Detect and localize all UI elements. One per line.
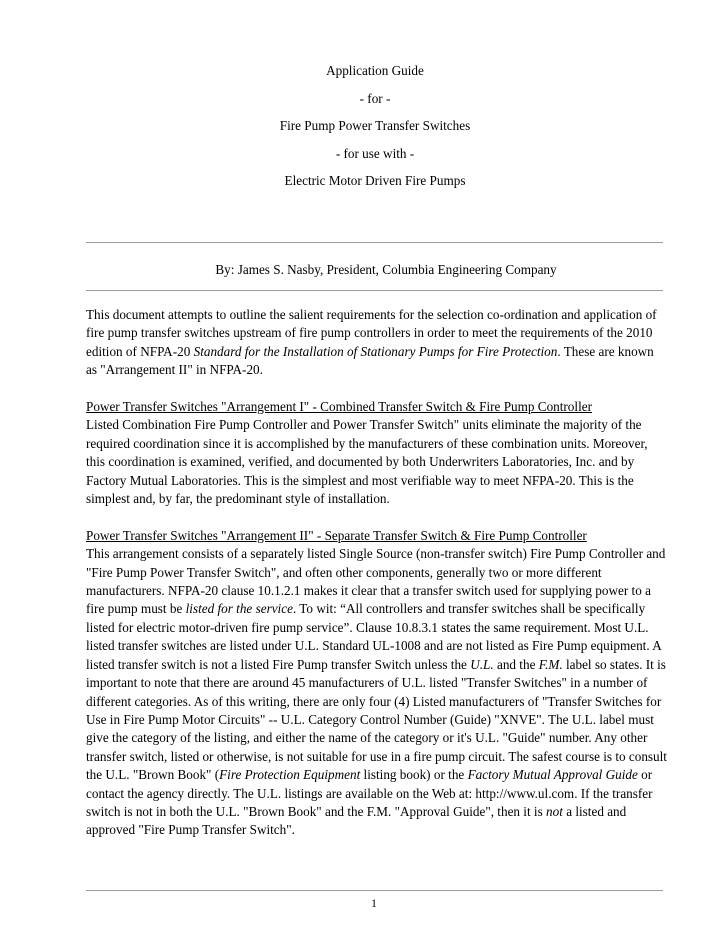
- title-line-2: - for -: [359, 90, 391, 106]
- section-2-text-6: or contact the agency directly. The U.L. listings are available on the Web at: http://www.ul.com. If the transfer switch is not in both the U.L. "Brown Book" and the F.M. "Approval Guide", then it is: [86, 767, 653, 819]
- title-line-5: Electric Motor Driven Fire Pumps: [284, 173, 466, 188]
- document-body: [86, 306, 668, 858]
- section-2-text-3: and the: [493, 656, 539, 672]
- section-2-emph-fpe: Fire Protection Equipment: [219, 767, 361, 783]
- section-arrangement-2: [86, 527, 668, 840]
- footer-rule: [86, 890, 663, 891]
- section-2-text-5: listing book) or the: [360, 767, 468, 783]
- section-2-text-7: a listed and approved "Fire Pump Transfer Switch".: [86, 803, 627, 838]
- section-1-body: Listed Combination Fire Pump Controller and Power Transfer Switch" units eliminate the majority of the required coordination since it is accomplished by the manufacturers of these combination units. Moreover, this coordination is examined, verified, and documented by both Underwriters Laboratories, Inc. and by Factory Mutual Laboratories. This is the simplest and most verifiable way to meet NFPA-20. This is the simplest and, by far, the predominant style of installation.: [86, 417, 648, 507]
- section-2-emph-ul: U.L.: [470, 656, 494, 672]
- title-block: [0, 62, 728, 200]
- nfpa-standard-title: Standard for the Installation of Stationary Pumps for Fire Protection: [193, 343, 558, 359]
- section-2-emph-not: not: [546, 803, 563, 819]
- intro-text-2: . These are known as "Arrangement II" in NFPA-20.: [86, 343, 654, 378]
- intro-text-1: This document attempts to outline the salient requirements for the selection co-ordination and application of fire pump transfer switches upstream of fire pump controllers in order to meet the requirements of the 2010 edition of NFPA-20: [86, 307, 657, 359]
- section-2-text-1: This arrangement consists of a separately listed Single Source (non-transfer switch) Fire Pump Controller and "Fire Pump Power Transfer Switch", and often other components, generally two or more different manufacturers. NFPA-20 clause 10.1.2.1 makes it clear that a transfer switch used for supplying power to a fire pump must be: [86, 546, 666, 617]
- section-2-emph-fm: F.M.: [538, 656, 563, 672]
- title-line-1: Application Guide: [326, 63, 424, 78]
- byline-rule: [86, 290, 663, 291]
- section-2-heading: Power Transfer Switches "Arrangement II" - Separate Transfer Switch & Fire Pump Controller: [86, 527, 587, 543]
- section-2-emph-fm-guide: Factory Mutual Approval Guide: [467, 767, 638, 783]
- page-number: 1: [371, 898, 377, 910]
- section-2-emph-listed: listed for the service: [185, 601, 293, 617]
- intro-paragraph: [86, 306, 668, 380]
- title-line-3: Fire Pump Power Transfer Switches: [279, 118, 471, 133]
- author-byline: By: James S. Nasby, President, Columbia Engineering Company: [215, 262, 557, 277]
- top-rule: [86, 242, 663, 243]
- section-1-heading: Power Transfer Switches "Arrangement I" - Combined Transfer Switch & Fire Pump Controller: [86, 399, 592, 415]
- section-arrangement-1: [86, 398, 668, 508]
- section-2-text-4: label so states. It is important to note that there are around 45 manufacturers of U.L. listed "Transfer Switches" in a number of different categories. As of this writing, there are only four (4) Listed manufacturers of "Transfer Switches for Use in Fire Pump Motor Circuits" -- U.L. Category Control Number (Guide) "XNVE". The U.L. label must give the category of the listing, and either the name of the category or it's U.L. "Guide" number. Any other transfer switch, listed or otherwise, is not suitable for use in a fire pump circuit. The safest course is to consult the U.L. "Brown Book" (: [86, 656, 667, 783]
- title-line-4: - for use with -: [335, 145, 415, 161]
- section-2-text-2: . To wit: “All controllers and transfer switches shall be specifically listed for electric motor-driven fire pump service”. Clause 10.8.3.1 states the same requirement. Most U.L. listed transfer switches are listed under U.L. Standard UL-1008 and are not listed as Fire Pump equipment. A listed transfer switch is not a listed Fire Pump transfer Switch unless the: [86, 601, 661, 672]
